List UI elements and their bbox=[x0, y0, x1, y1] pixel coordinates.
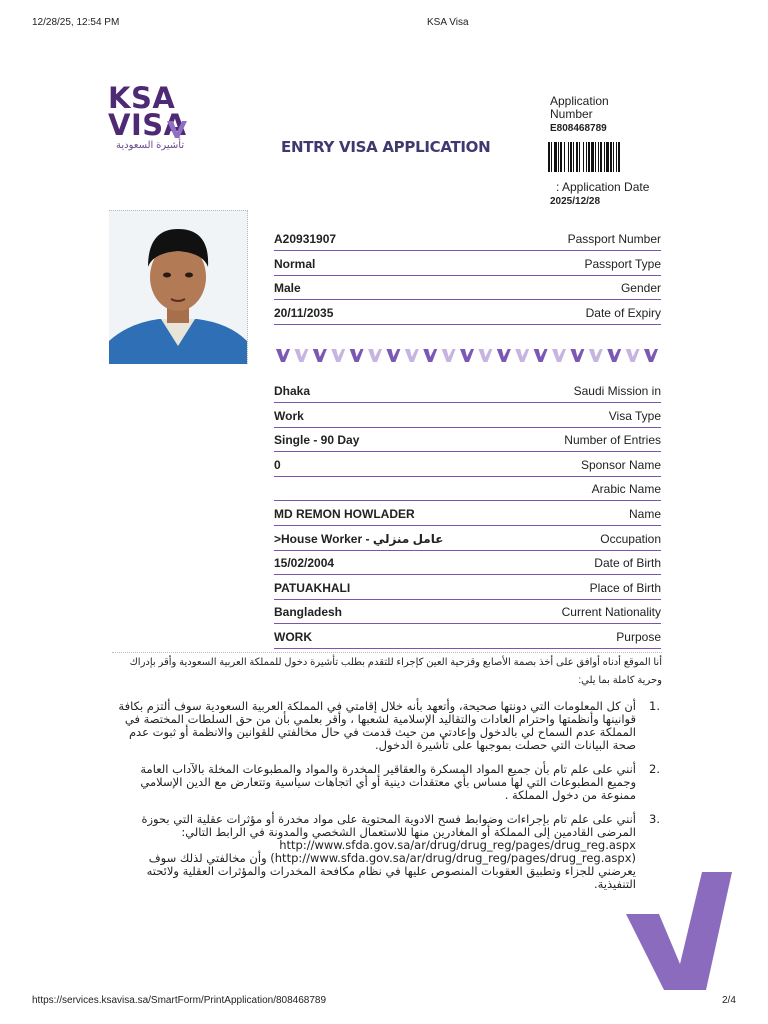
declaration-list bbox=[108, 699, 660, 902]
field-value: WORK bbox=[274, 630, 312, 644]
field-label: Occupation bbox=[600, 531, 661, 546]
field-row bbox=[274, 624, 661, 649]
field-row bbox=[274, 378, 661, 403]
field-value: PATUAKHALI bbox=[274, 580, 351, 595]
application-number-label: Application Number bbox=[550, 94, 609, 121]
logo-arabic-text: تأشيرة السعودية bbox=[116, 140, 185, 151]
field-label: Current Nationality bbox=[561, 605, 661, 620]
decorative-check-row bbox=[276, 346, 660, 364]
field-row bbox=[274, 300, 661, 325]
field-row bbox=[274, 575, 661, 600]
page-title: ENTRY VISA APPLICATION bbox=[281, 138, 491, 156]
declaration-item-number: 2. bbox=[649, 762, 660, 776]
declaration-item bbox=[108, 812, 660, 891]
field-label: Date of Birth bbox=[594, 556, 661, 571]
field-label: Sponsor Name bbox=[580, 457, 661, 472]
field-label: Date of Expiry bbox=[585, 305, 661, 320]
logo-line-visa: VISA bbox=[108, 108, 187, 142]
field-row bbox=[274, 452, 661, 477]
field-label: Place of Birth bbox=[589, 580, 661, 595]
field-label: Purpose bbox=[616, 630, 661, 644]
field-value: Dhaka bbox=[274, 384, 311, 398]
declaration-item bbox=[108, 762, 660, 802]
field-value: 0 bbox=[274, 457, 281, 472]
print-datetime: 12/28/25, 12:54 PM bbox=[32, 17, 120, 28]
declaration-item-text: أنني على علم تام بأن جميع المواد المسكرة والعقاقير المخدرة والمواد والمطبوعات المخلة بالآداب العامة وجميع المطبوعات التي لها مساس بأي معتقدات دينية أو أي اتجاهات سياسية وتتعارض مع الدين الإسلامي ممنوعة من دخول المملكة . bbox=[140, 762, 636, 802]
footer-page-number: 2/4 bbox=[722, 995, 736, 1006]
print-title: KSA Visa bbox=[427, 17, 469, 28]
field-label: Passport Number bbox=[567, 232, 661, 246]
declaration-item-number: 3. bbox=[649, 812, 660, 826]
field-value: 15/02/2004 bbox=[274, 556, 335, 571]
logo-check-icon bbox=[166, 118, 188, 140]
field-label: Arabic Name bbox=[591, 482, 661, 497]
field-row bbox=[274, 226, 661, 251]
application-date-value: 2025/12/28 bbox=[550, 196, 601, 207]
declaration-item-number: 1. bbox=[649, 699, 660, 713]
field-row bbox=[274, 403, 661, 428]
field-label: Number of Entries bbox=[564, 433, 661, 448]
field-row bbox=[274, 501, 661, 526]
application-date-label: : Application Date bbox=[556, 180, 650, 194]
field-row bbox=[274, 599, 661, 624]
declaration-divider bbox=[112, 652, 662, 653]
field-value: Normal bbox=[274, 256, 316, 271]
field-value: >House Worker - عامل منزلي bbox=[274, 531, 444, 546]
field-row bbox=[274, 251, 661, 276]
field-row bbox=[274, 275, 661, 300]
field-value: Male bbox=[274, 281, 301, 296]
field-value: Work bbox=[274, 408, 304, 423]
watermark-check-icon bbox=[626, 868, 732, 992]
declaration-item bbox=[108, 699, 660, 752]
logo-line-ksa: KSA bbox=[108, 81, 176, 115]
barcode-icon bbox=[548, 142, 662, 172]
footer-url: https://services.ksavisa.sa/SmartForm/PrintApplication/808468789 bbox=[32, 995, 327, 1006]
field-label: Gender bbox=[620, 281, 661, 296]
field-value: 20/11/2035 bbox=[274, 305, 334, 320]
field-value: A20931907 bbox=[274, 232, 337, 246]
field-row bbox=[274, 476, 661, 501]
field-label: Passport Type bbox=[584, 256, 661, 271]
field-row bbox=[274, 550, 661, 575]
field-row bbox=[274, 427, 661, 452]
field-row bbox=[274, 526, 661, 551]
field-value: Single - 90 Day bbox=[274, 433, 360, 448]
applicant-photo bbox=[109, 210, 248, 364]
field-label: Name bbox=[628, 507, 661, 521]
declaration-item-text: أن كل المعلومات التي دونتها صحيحة، وأتعهد بأنه خلال إقامتي في المملكة العربية السعودية سوف ألتزم بكافة قوانينها وأنظمتها واحترام العادات والتقاليد الإسلامية لشعبها ، وأقر بعلمي بأن من حق السلطات المختصة في المملكة عدم السماح لي بالدخول وإعادتي من حيث قدمت في حال مخالفتي للقوانين والانظمة أو ثبوت عدم صحة البيانات التي حصلت بموجبها على تأشيرة الدخول. bbox=[118, 699, 636, 752]
field-label: Visa Type bbox=[608, 408, 661, 423]
application-number-value: E808468789 bbox=[550, 123, 607, 134]
field-label: Saudi Mission in bbox=[573, 384, 661, 398]
declaration-item-text: أنني على علم تام بإجراءات وضوابط فسح الادوية المحتوية على مواد مخدرة أو مؤثرات عقلية التي بحوزة المرضى القادمين إلى المملكة أو المغادرين منها للاستعمال الشخصي والمدونة في الرابط التالي: http://www.sfda.gov.sa/ar/drug/drug_reg/pages/drug_reg.aspx (http://www.sfda.gov.sa/ar/drug/drug_reg/pages/drug_reg.aspx) وأن مخالفتي لذلك سوف يعرضني للجزاء وتطبيق العقوبات المنصوص عليها في نظام مكافحة المخدرات والمؤثرات العقلية ولائحته التنفيذية. bbox=[141, 812, 636, 891]
declaration-intro: أنا الموقع أدناه أوافق على أخذ بصمة الأصابع وقزحية العين كإجراء للتقدم بطلب تأشيرة دخول للمملكة العربية السعودية وأقر بإدراك وحرية كاملة بما يلي: bbox=[129, 657, 662, 686]
field-value: MD REMON HOWLADER bbox=[274, 507, 415, 521]
field-value: Bangladesh bbox=[274, 605, 343, 620]
